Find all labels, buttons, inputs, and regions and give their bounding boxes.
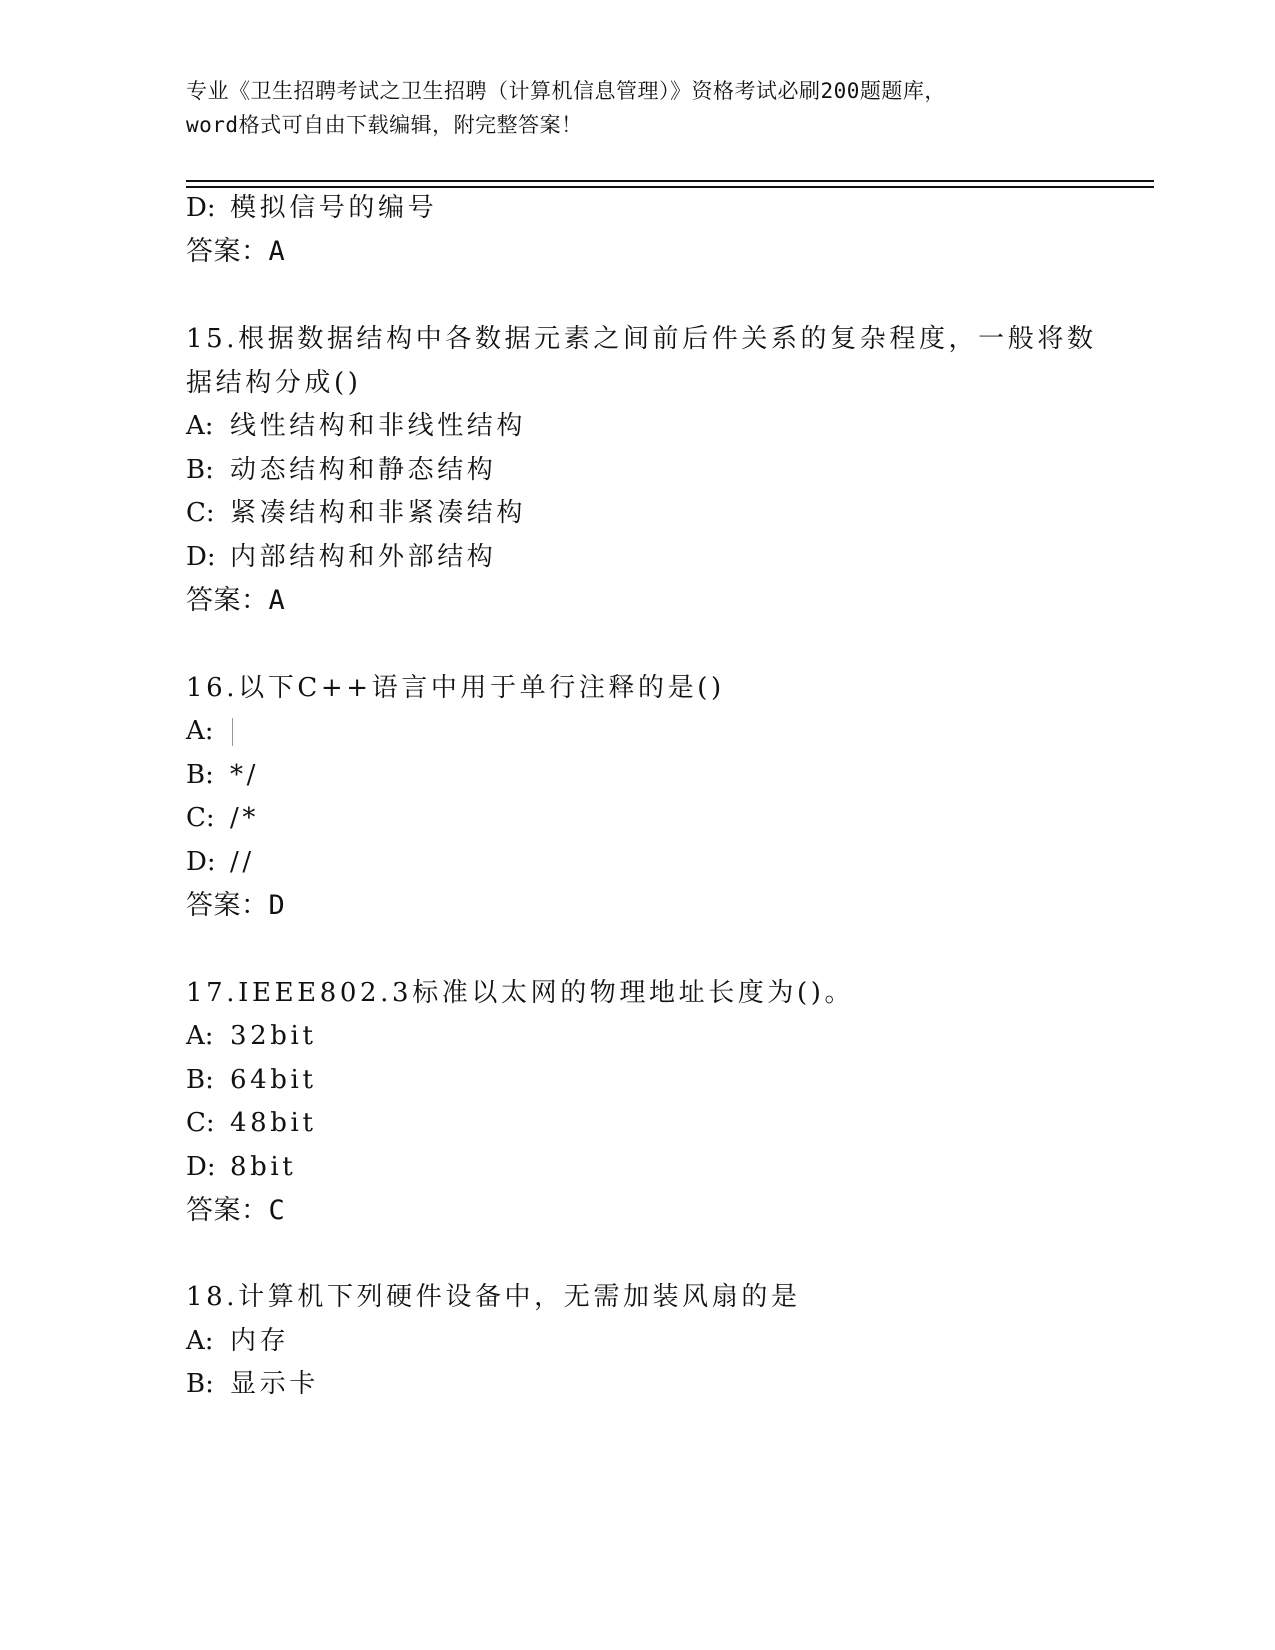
option-key: A:	[186, 1021, 214, 1051]
q14-answer: 答案：A	[186, 236, 286, 267]
header-divider-top	[186, 180, 1154, 182]
option-text: 线性结构和非线性结构	[230, 411, 527, 441]
q15-option-a	[186, 411, 526, 441]
option-text: //	[230, 847, 255, 877]
q15-stem-line-2: 据结构分成()	[186, 368, 362, 398]
option-text: /*	[230, 803, 259, 833]
option-text: 动态结构和静态结构	[230, 455, 497, 485]
option-key: B:	[186, 455, 214, 485]
option-text: 模拟信号的编号	[230, 193, 438, 223]
q16-answer: 答案：D	[186, 890, 286, 921]
option-key: B:	[186, 1065, 214, 1095]
option-key: B:	[186, 1369, 214, 1399]
q17-option-a	[186, 1021, 317, 1051]
option-key: C:	[186, 498, 215, 528]
option-key: B:	[186, 760, 214, 790]
vertical-bar-glyph	[232, 718, 233, 746]
option-key: D:	[186, 1152, 216, 1182]
q17-option-d	[186, 1152, 296, 1182]
q16-option-a	[186, 716, 233, 746]
option-text: 显示卡	[230, 1369, 319, 1399]
header-divider-bottom	[186, 186, 1154, 188]
q17-option-b	[186, 1065, 317, 1095]
option-key: A:	[186, 1326, 214, 1356]
q18-option-a	[186, 1326, 289, 1356]
q18-stem: 18.计算机下列硬件设备中，无需加装风扇的是	[186, 1282, 801, 1312]
q15-option-d	[186, 542, 496, 572]
option-key: A:	[186, 716, 214, 746]
q17-stem: 17.IEEE802.3标准以太网的物理地址长度为()。	[186, 978, 855, 1008]
option-text: 8bit	[230, 1152, 297, 1182]
q15-stem-line-1: 15.根据数据结构中各数据元素之间前后件关系的复杂程度，一般将数	[186, 324, 1097, 354]
option-key: D:	[186, 542, 216, 572]
q17-option-c	[186, 1108, 317, 1138]
document-header	[186, 74, 1086, 142]
option-key: D:	[186, 193, 216, 223]
q18-option-b	[186, 1369, 319, 1399]
option-text: */	[230, 760, 259, 790]
option-text: 内部结构和外部结构	[230, 542, 497, 572]
header-title-line-2: word格式可自由下载编辑，附完整答案！	[186, 113, 583, 137]
option-key: C:	[186, 803, 215, 833]
q16-option-b	[186, 760, 259, 790]
option-key: A:	[186, 411, 214, 441]
q16-stem: 16.以下C++语言中用于单行注释的是()	[186, 673, 725, 703]
option-text: 64bit	[230, 1065, 317, 1095]
q15-option-c	[186, 498, 526, 528]
q15-answer: 答案：A	[186, 585, 286, 616]
q17-answer: 答案：C	[186, 1195, 286, 1226]
q15-option-b	[186, 455, 496, 485]
option-text: 32bit	[230, 1021, 317, 1051]
option-key: D:	[186, 847, 216, 877]
q14-option-d	[186, 193, 437, 223]
option-text: 内存	[230, 1326, 290, 1356]
option-text: 48bit	[230, 1108, 317, 1138]
q16-option-c	[186, 803, 259, 833]
header-title-line-1: 专业《卫生招聘考试之卫生招聘（计算机信息管理）》资格考试必刷200题题库，	[186, 79, 946, 103]
q16-option-d	[186, 847, 255, 877]
option-key: C:	[186, 1108, 215, 1138]
option-text: 紧凑结构和非紧凑结构	[230, 498, 527, 528]
